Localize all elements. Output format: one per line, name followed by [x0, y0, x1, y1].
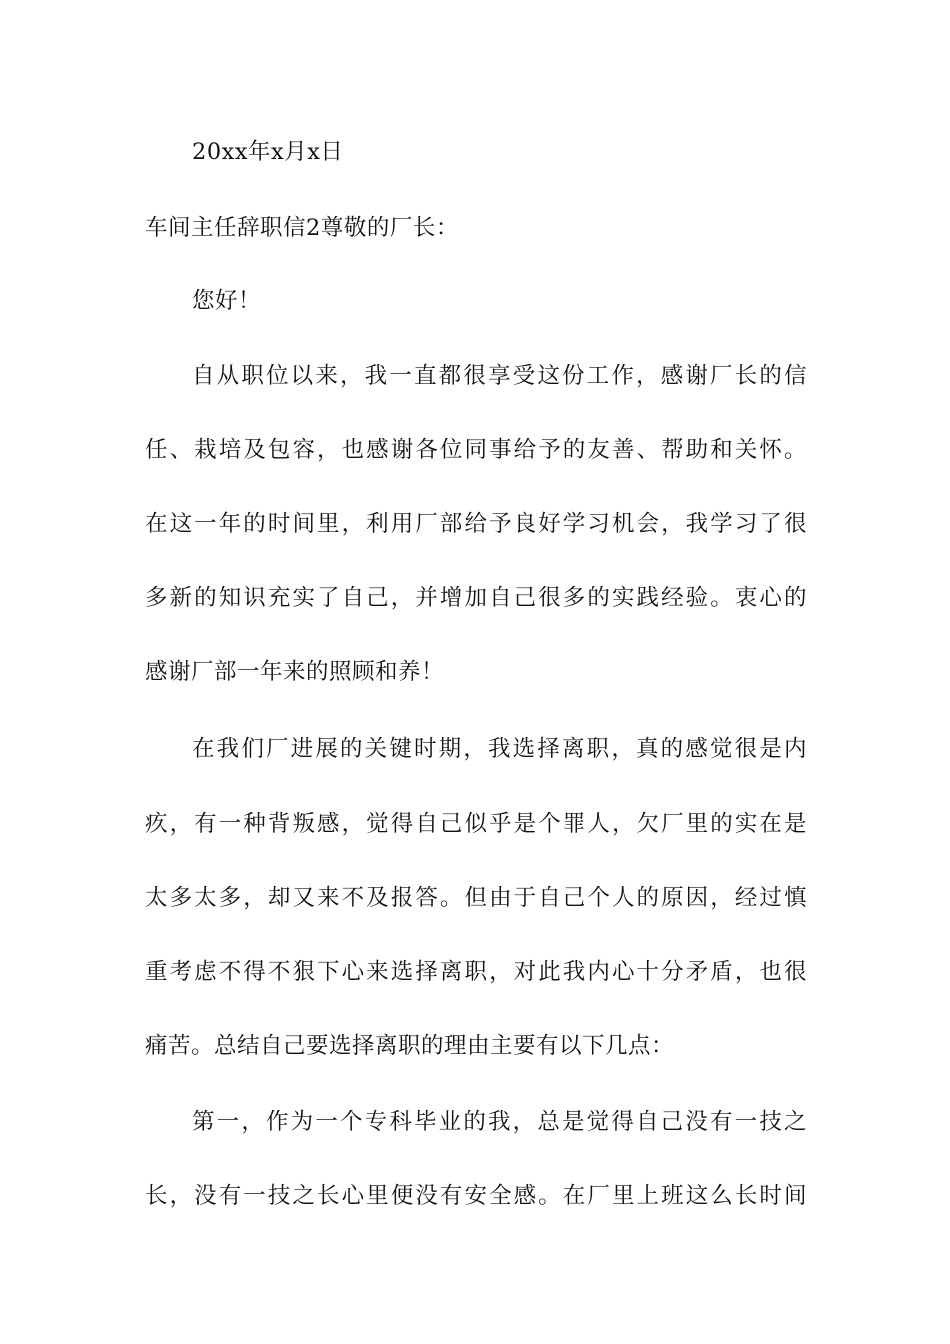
paragraph-line: 多新的知识充实了自己，并增加自己很多的实践经验。衷心的 — [145, 585, 807, 611]
paragraph-line: 感谢厂部一年来的照顾和养！ — [145, 659, 445, 685]
paragraph-line: 长，没有一技之长心里便没有安全感。在厂里上班这么长时间 — [145, 1183, 807, 1209]
paragraph-line: 太多太多，却又来不及报答。但由于自己个人的原因，经过慎 — [145, 885, 807, 911]
letter-heading: 车间主任辞职信2尊敬的厂长： — [145, 215, 459, 241]
letter-date: 20xx年x月x日 — [192, 139, 344, 165]
paragraph-line: 在这一年的时间里，利用厂部给予良好学习机会，我学习了很 — [145, 511, 807, 537]
paragraph-line: 第一，作为一个专科毕业的我，总是觉得自己没有一技之 — [192, 1109, 807, 1135]
letter-greeting: 您好！ — [192, 288, 262, 314]
paragraph-line: 任、栽培及包容，也感谢各位同事给予的友善、帮助和关怀。 — [145, 437, 807, 463]
paragraph-line: 痛苦。总结自己要选择离职的理由主要有以下几点： — [145, 1033, 675, 1059]
paragraph-line: 重考虑不得不狠下心来选择离职，对此我内心十分矛盾，也很 — [145, 959, 807, 985]
paragraph-line: 在我们厂进展的关键时期，我选择离职，真的感觉很是内 — [192, 736, 807, 762]
paragraph-line: 疚，有一种背叛感，觉得自己似乎是个罪人，欠厂里的实在是 — [145, 811, 807, 837]
paragraph-line: 自从职位以来，我一直都很享受这份工作，感谢厂长的信 — [192, 363, 807, 389]
